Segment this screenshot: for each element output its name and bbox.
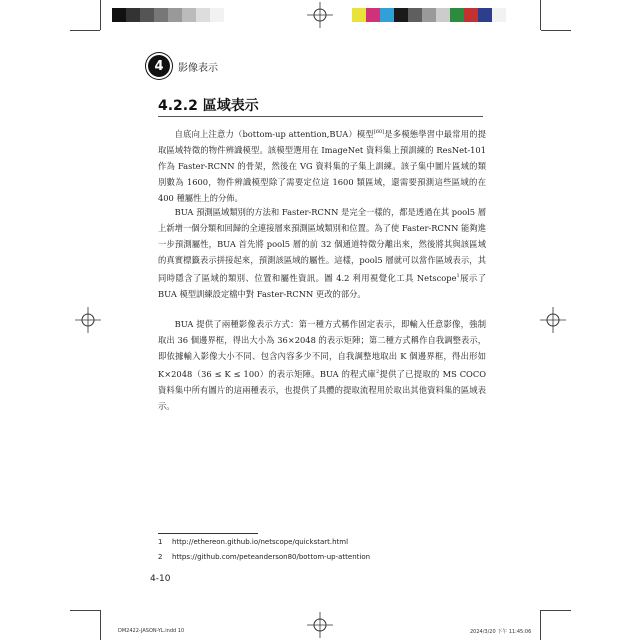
- color-swatch: [168, 8, 182, 22]
- color-swatch: [422, 8, 436, 22]
- paragraph-text: 自底向上注意力（bottom-up attention,BUA）模型: [174, 128, 374, 139]
- chapter-number-badge: 4: [148, 55, 170, 77]
- color-swatch: [210, 8, 224, 22]
- color-swatch: [112, 8, 126, 22]
- crop-mark: [540, 0, 541, 30]
- chapter-title: 影像表示: [178, 62, 218, 74]
- section-title: 4.2.2 區域表示: [158, 98, 259, 114]
- color-swatch: [366, 8, 380, 22]
- color-swatch: [140, 8, 154, 22]
- registration-mark-icon: [540, 307, 566, 333]
- paragraph-text: 是多模態學習中最常用的提取區域特徵的物件辨識模型。該模型選用在 ImageNet 資料集上預訓練的 ResNet-101 作為 Faster-RCNN 的骨架，然後在 VG 資料集的子集上訓練。該子集中圖片區域的類別數為 1600，物件辨識模型除了需要定位這 1600 類區域，還需要預測這些區域的在 400 種屬性上的分佈。: [158, 128, 486, 203]
- crop-mark: [100, 610, 101, 640]
- crop-mark: [541, 610, 571, 611]
- footnote-number: 1: [158, 538, 163, 546]
- footnote-marker: 1: [456, 273, 460, 279]
- footnote-marker: 2: [376, 369, 380, 375]
- registration-mark-icon: [307, 612, 333, 638]
- paragraph: [158, 204, 486, 302]
- footnote-divider: [158, 533, 258, 534]
- color-swatch: [478, 8, 492, 22]
- registration-mark-icon: [75, 307, 101, 333]
- paragraph-text: 展示了 BUA 模型訓練設定檔中對 Faster-RCNN 更改的部分。: [158, 272, 486, 299]
- color-swatch: [436, 8, 450, 22]
- color-swatch: [450, 8, 464, 22]
- chapter-header: [148, 55, 218, 77]
- color-swatch: [380, 8, 394, 22]
- footnote: [158, 553, 370, 561]
- color-swatch: [126, 8, 140, 22]
- page-number: 4-10: [150, 574, 171, 584]
- footnote: [158, 538, 348, 546]
- crop-mark: [540, 610, 541, 640]
- color-swatch: [154, 8, 168, 22]
- section-divider: [158, 116, 483, 117]
- color-swatch: [394, 8, 408, 22]
- footnote-number: 2: [158, 553, 163, 561]
- color-swatch: [464, 8, 478, 22]
- timestamp-slug: 2024/3/20 下午 11:45:06: [470, 629, 532, 635]
- crop-mark: [541, 30, 571, 31]
- crop-mark: [100, 0, 101, 30]
- paragraph-text: BUA 預測區域類別的方法和 Faster-RCNN 是完全一樣的，都是透過在其 pool5 層上新增一個分類和回歸的全連接層來預測區域類別和位置。為了使 Faster-RCNN 能夠進一步預測屬性，BUA 首先將 pool5 層的前 32 個通道特徵分離出來，然後將其與該區域的真實標籤表示拼接起來，預測該區域的屬性。這樣，pool5 層就可以當作區域表示，其同時隱含了區域的類別、位置和屬性資訊。圖 4.2 利用視覺化工具 Netscope: [158, 207, 486, 283]
- footnote-link[interactable]: http://ethereon.github.io/netscope/quickstart.html: [172, 538, 349, 546]
- color-swatch: [196, 8, 210, 22]
- color-bar: [352, 8, 506, 22]
- paragraph-text: BUA 提供了兩種影像表示方式：第一種方式稱作固定表示，即輸入任意影像，強制取出 36 個邊界框，得出大小為 36×2048 的表示矩陣；第二種方式稱作自我調整表示，即依據輸入影像大小不同、包含內容多少不同，自我調整地取出 K 個邊界框，得出形如 K×2048（36 ≤ K ≤ 100）的表示矩陣。BUA 的程式庫: [158, 319, 486, 379]
- citation-marker: [60]: [373, 129, 385, 135]
- color-swatch: [408, 8, 422, 22]
- color-swatch: [352, 8, 366, 22]
- paragraph: [158, 316, 486, 414]
- color-swatch: [492, 8, 506, 22]
- grayscale-bar: [112, 8, 224, 22]
- registration-mark-icon: [307, 2, 333, 28]
- paragraph-text: 提供了已提取的 MS COCO 資料集中所有圖片的這兩種表示，也提供了具體的提取流程用於取出其他資料集的區域表示。: [158, 368, 486, 411]
- footnote-link[interactable]: https://github.com/peteanderson80/bottom-up-attention: [172, 553, 371, 561]
- file-slug: DM2422-JASON-YL.indd 10: [118, 628, 185, 634]
- crop-mark: [70, 610, 100, 611]
- color-swatch: [182, 8, 196, 22]
- paragraph: [158, 124, 486, 206]
- crop-mark: [70, 30, 100, 31]
